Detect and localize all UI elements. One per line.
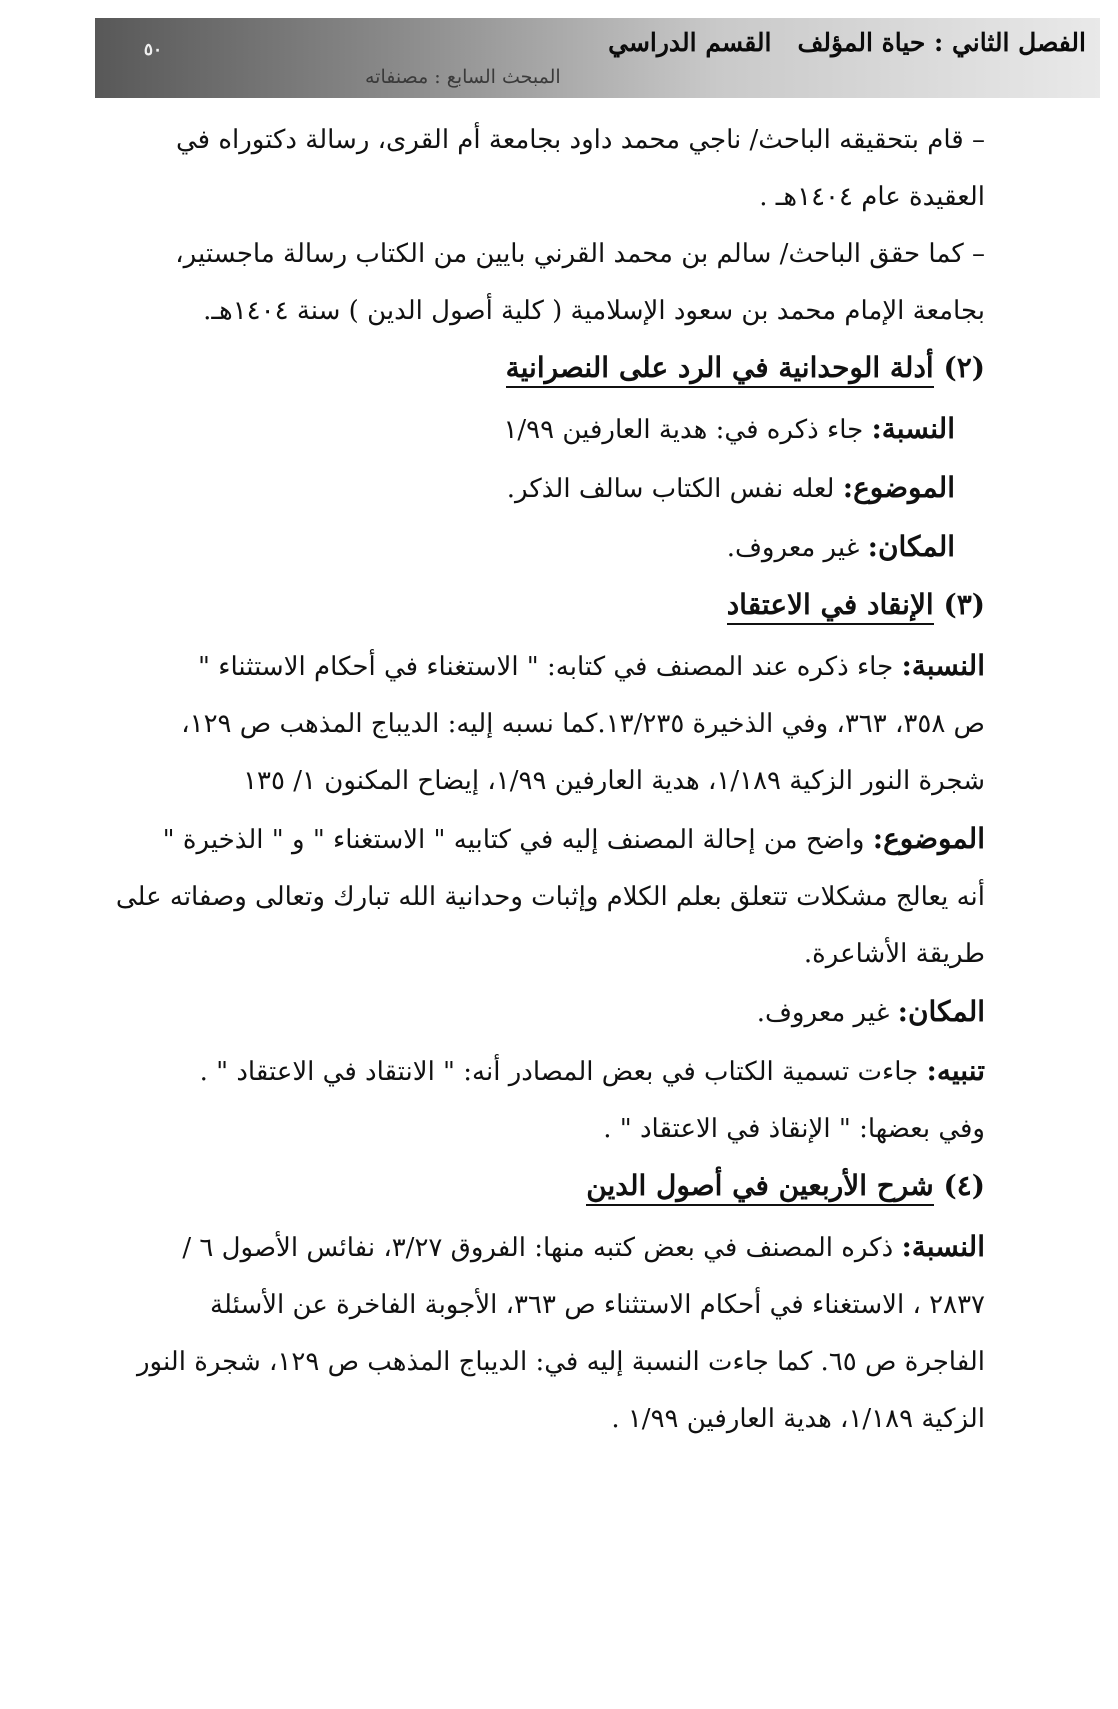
mawdu-line: طريقة الأشاعرة.: [803, 939, 985, 969]
nisba-text: جاء ذكره في: هدية العارفين ١/٩٩: [503, 415, 864, 445]
nisba-label: النسبة:: [901, 649, 985, 682]
header-section: القسم الدراسي: [608, 27, 772, 57]
tanbih-label: تنبيه:: [926, 1054, 985, 1087]
header-titles: [608, 24, 1086, 60]
book-number: (٤): [943, 1169, 985, 1202]
makan-text: غير معروف.: [726, 533, 860, 563]
nisba-row: [95, 637, 985, 696]
mawdu-row: [95, 459, 985, 518]
page-body: [95, 112, 985, 1448]
mawdu-label: الموضوع:: [842, 471, 955, 504]
nisba-line: شجرة النور الزكية ١/١٨٩، هدية العارفين ١/٩٩، إيضاح المكنون ١/ ١٣٥: [243, 766, 985, 796]
tanbih-row: [95, 1042, 985, 1101]
header-subsection: المبحث السابع : مصنفاته: [365, 66, 561, 88]
makan-row: [95, 518, 985, 577]
header-chapter: الفصل الثاني : حياة المؤلف: [797, 27, 1086, 57]
nisba-row: [95, 1218, 985, 1277]
nisba-line: ٢٨٣٧ ، الاستغناء في أحكام الاستثناء ص ٣٦٣، الأجوبة الفاخرة عن الأسئلة: [210, 1290, 985, 1320]
makan-label: المكان:: [897, 995, 985, 1028]
page-header: [95, 18, 1100, 98]
tanbih-text: جاءت تسمية الكتاب في بعض المصادر أنه: " الانتقاد في الاعتقاد " .: [199, 1057, 919, 1087]
tanbih-line: وفي بعضها: " الإنقاذ في الاعتقاد " .: [603, 1114, 985, 1144]
book-heading: [95, 342, 985, 394]
book-number: (٢): [943, 351, 985, 384]
book-heading: [95, 579, 985, 631]
mawdu-row: [95, 810, 985, 869]
nisba-text: جاء ذكره عند المصنف في كتابه: " الاستغناء في أحكام الاستثناء ": [198, 652, 894, 682]
intro-line: – قام بتحقيقه الباحث/ ناجي محمد داود بجامعة أم القرى، رسالة دكتوراه في: [176, 125, 985, 155]
makan-text: غير معروف.: [756, 998, 890, 1028]
nisba-label: النسبة:: [871, 412, 955, 445]
nisba-text: ذكره المصنف في بعض كتبه منها: الفروق ٣/٢٧، نفائس الأصول ٦ /: [182, 1233, 894, 1263]
page-number: ٥٠: [143, 40, 163, 60]
book-title: أدلة الوحدانية في الرد على النصرانية: [506, 351, 934, 388]
mawdu-line: أنه يعالج مشكلات تتعلق بعلم الكلام وإثبات وحدانية الله تبارك وتعالى وصفاته على: [115, 882, 985, 912]
mawdu-text: واضح من إحالة المصنف إليه في كتابيه " الاستغناء " و " الذخيرة ": [162, 825, 865, 855]
intro-line: بجامعة الإمام محمد بن سعود الإسلامية ( كلية أصول الدين ) سنة ١٤٠٤هـ.: [203, 296, 985, 326]
book-title: الإنقاد في الاعتقاد: [727, 588, 934, 625]
nisba-label: النسبة:: [901, 1230, 985, 1263]
makan-row: [95, 983, 985, 1042]
book-number: (٣): [943, 588, 985, 621]
book-heading: [95, 1160, 985, 1212]
nisba-line: ص ٣٥٨، ٣٦٣، وفي الذخيرة ١٣/٢٣٥.كما نسبه إليه: الديباج المذهب ص ١٢٩،: [181, 709, 985, 739]
book-title: شرح الأربعين في أصول الدين: [586, 1169, 934, 1206]
nisba-line: الفاجرة ص ٦٥. كما جاءت النسبة إليه في: الديباج المذهب ص ١٢٩، شجرة النور: [136, 1347, 985, 1377]
mawdu-label: الموضوع:: [872, 822, 985, 855]
intro-line: العقيدة عام ١٤٠٤هـ .: [759, 182, 985, 212]
makan-label: المكان:: [867, 530, 955, 563]
mawdu-text: لعله نفس الكتاب سالف الذكر.: [506, 474, 835, 504]
nisba-row: [95, 400, 985, 459]
nisba-line: الزكية ١/١٨٩، هدية العارفين ١/٩٩ .: [611, 1404, 985, 1434]
intro-line: – كما حقق الباحث/ سالم بن محمد القرني بايين من الكتاب رسالة ماجستير،: [175, 239, 985, 269]
